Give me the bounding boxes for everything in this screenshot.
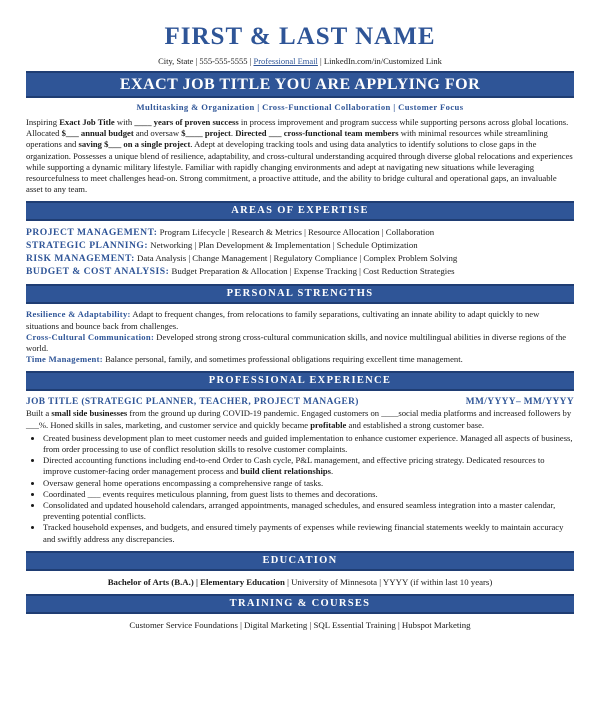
strength-item: Resilience & Adaptability: Adapt to frequent changes, from relocations to family separations, cultivating an innate ability to adapt quickly to new situations and bounce back from challenges.: [26, 309, 540, 331]
professional-summary: Inspiring Exact Job Title with ____ years of proven success in process improvement and program success while supporting persons across global locations. Allocated $___ annual budget and oversaw $____ project. Directed ___ cross-functional team members with minimal resources while streamlining operations and saving $___ on a single project. Adept at developing tracking tools and using data analytics to identify solutions to close gaps in the organization. Possesses a unique blend of resilience, adaptability, and cross-cultural understanding acquired through diverse global relocations and experiences while supporting a dynamic military lifestyle. Familiar with rapidly changing environments and adept at navigating new situations while leveraging resourcefulness to meet challenges head-on. Strong commitment, a proactive attitude, and the ability to bridge cultural and operational gaps, an invaluable asset to any team.: [26, 117, 573, 195]
field-of-study: Elementary Education: [200, 576, 285, 587]
expertise-row: PROJECT MANAGEMENT: Program Lifecycle | Research & Metrics | Resource Allocation | Collaboration: [26, 227, 435, 239]
job-dates: MM/YYYY– MM/YYYY: [465, 397, 574, 408]
contact-prefix: City, State | 555-555-5555 |: [158, 56, 254, 66]
job-title: JOB TITLE (STRATEGIC PLANNER, TEACHER, PROJECT MANAGER): [26, 397, 359, 408]
focus-item: Customer Focus: [398, 102, 464, 112]
job-entry: [26, 396, 574, 544]
job-intro: Built a small side businesses from the ground up during COVID-19 pandemic. Engaged customers on ____social media platforms and increased followers by ___%. Honed skills in sales, marketing, and customer service and quickly became profitable and established a strong customer base.: [26, 408, 572, 430]
focus-item: Multitasking & Organization: [136, 102, 255, 112]
expertise-row: BUDGET & COST ANALYSIS: Budget Preparation & Allocation | Expense Tracking | Cost Reduction Strategies: [26, 266, 455, 278]
expertise-row: RISK MANAGEMENT: Data Analysis | Change Management | Regulatory Compliance | Complex Problem Solving: [26, 253, 458, 265]
education-line: Bachelor of Arts (B.A.) | Elementary Education | University of Minnesota | YYYY (if within last 10 years): [107, 576, 493, 587]
job-header: [26, 396, 574, 408]
section-header-training: TRAINING & COURSES: [26, 594, 574, 614]
training-line: Customer Service Foundations | Digital Marketing | SQL Essential Training | Hubspot Marketing: [129, 619, 471, 630]
contact-suffix: | LinkedIn.com/in/Customized Link: [317, 56, 442, 66]
strengths-list: [26, 309, 574, 365]
section-header-expertise: AREAS OF EXPERTISE: [26, 201, 574, 221]
section-header-experience: PROFESSIONAL EXPERIENCE: [26, 371, 574, 391]
focus-item: Cross-Functional Collaboration: [262, 102, 391, 112]
candidate-name: FIRST & LAST NAME: [164, 23, 436, 50]
list-item: • Consolidated and updated household calendars, arranged appointments, managed schedules, and ensured seamless integration into a master calendar, preventing potential conflicts.: [43, 500, 574, 522]
focus-areas: Multitasking & Organization | Cross-Functional Collaboration | Customer Focus: [136, 102, 464, 112]
expertise-row: STRATEGIC PLANNING: Networking | Plan Development & Implementation | Schedule Optimization: [26, 240, 418, 252]
list-item: • Oversaw general home operations encompassing a comprehensive range of tasks.: [43, 478, 574, 489]
strength-item: Cross-Cultural Communication: Developed strong strong cross-cultural communication skills, and novice multilingual abilities in diverse regions of the world.: [26, 331, 567, 354]
section-header-strengths: PERSONAL STRENGTHS: [26, 284, 574, 304]
list-item: • Coordinated ___ events requires meticulous planning, from guest lists to themes and decorations.: [43, 489, 574, 500]
expertise-list: [26, 226, 574, 278]
strength-item: Time Management: Balance personal, family, and sometimes professional obligations requiring excellent time management.: [26, 354, 463, 365]
section-header-education: EDUCATION: [26, 551, 574, 571]
contact-line: [26, 55, 574, 67]
list-item: • Directed accounting functions including end-to-end Order to Cash cycle, P&L management, and effective pricing strategy. Dedicated resources to improve customer-facing order management process and build client relationships.: [43, 455, 574, 477]
list-item: • Tracked household expenses, and budgets, and ensured timely payments of expenses while reviewing financial statements weekly to maintain accuracy and swiftly address any discrepancies.: [43, 522, 574, 544]
email-link[interactable]: Professional Email: [253, 56, 318, 66]
list-item: • Created business development plan to meet customer needs and guided implementation to enhance customer experience. Managed all aspects of business, from order processing to use of conflict resolution skills to resolve customer complaints.: [43, 433, 574, 455]
degree: Bachelor of Arts (B.A.): [107, 576, 194, 587]
job-bullets: [26, 433, 574, 545]
target-job-title-banner: EXACT JOB TITLE YOU ARE APPLYING FOR: [26, 71, 574, 98]
